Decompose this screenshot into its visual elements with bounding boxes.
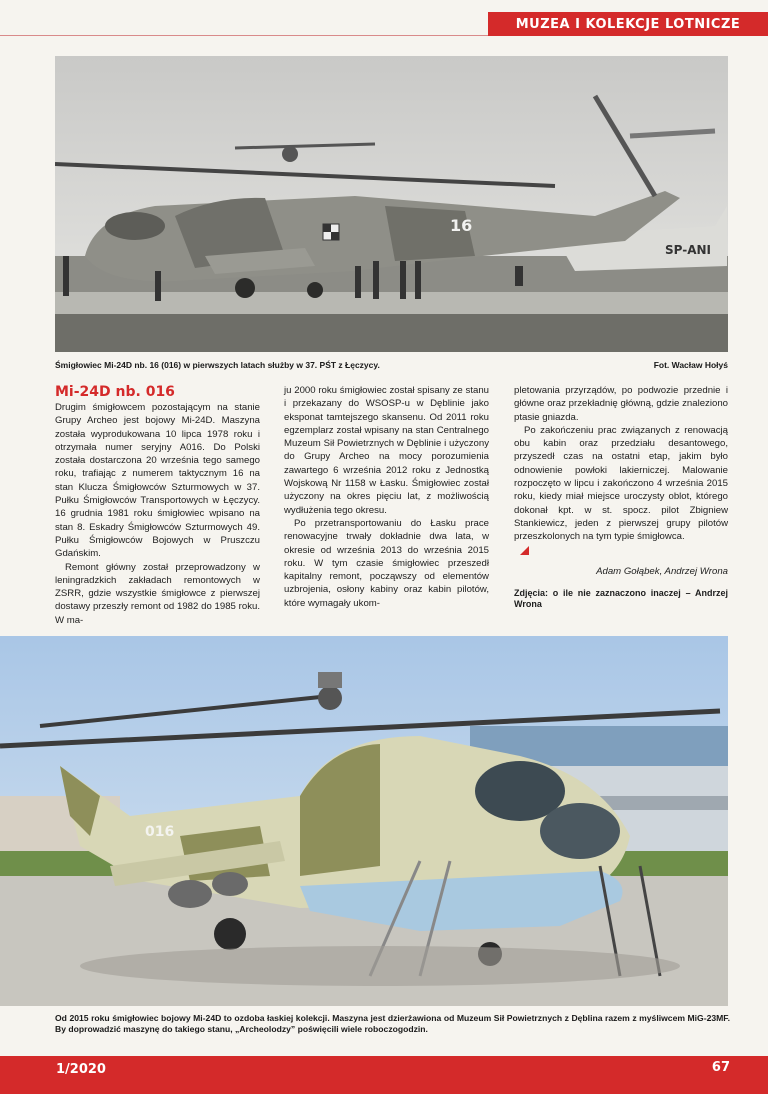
page-footer — [0, 1056, 768, 1094]
tail-number-016: 016 — [145, 824, 175, 840]
article-column-2 — [284, 384, 489, 610]
archival-helicopter-photo — [55, 56, 728, 352]
paragraph: ju 2000 roku śmigłowiec został spisany ze stanu i przekazany do WSOSP-u w Dęblinie jako eksponat tamtejszego skansenu. Od 2011 roku egzemplarz został wpisany na stan Centralnego Muzeum Sił Powietrznych w Dęblinie i użyczony do Grupy Archeo na mocy porozumienia zawartego 6 września 2012 roku z Jednostką Wojskową Nr 1158 w Łasku. Śmigłowiec został użyczony na okres pięciu lat, z możliwością wydłużenia tego okresu. — [284, 385, 489, 516]
section-header: MUZEA I KOLEKCJE LOTNICZE — [488, 12, 768, 36]
photo-credits: Zdjęcia: o ile nie zaznaczono inaczej – Andrzej Wrona — [514, 588, 728, 610]
restored-helicopter-photo — [0, 636, 728, 1006]
page-number: 67 — [711, 1060, 730, 1075]
tail-number: 16 — [450, 216, 473, 235]
photo2-caption: Od 2015 roku śmigłowiec bojowy Mi-24D to ozdoba łaskiej kolekcji. Maszyna jest dzierżawiona od Muzeum Sił Powietrznych z Dęblina razem z myśliwcem MiG-23MF. By doprowadzić maszynę do takiego stanu, „Archeolodzy” poświęcili wiele roboczogodzin. — [55, 1013, 730, 1034]
paragraph: Drugim śmigłowcem pozostającym na stanie Grupy Archeo jest bojowy Mi-24D. Maszyna została wyprodukowana 10 lipca 1978 roku i otrzymała numer seryjny A016. Do Polski została dostarczona 20 września tego samego roku, trafiając z numerem taktycznym 16 na stan Klucza Śmigłowców Szturmowych w 37. Pułku Śmigłowców Transportowych w Łęczycy. 16 grudnia 1981 roku śmigłowiec wpisano na stan 8. Eskadry Śmigłowców Szturmowych 49. Pułku Śmigłowców Bojowych w Pruszczu Gdańskim. — [55, 402, 260, 560]
photo1-caption: Śmigłowiec Mi-24D nb. 16 (016) w pierwszych latach służby w 37. PŚT z Łęczycy. — [55, 360, 380, 370]
end-of-article-mark — [520, 546, 529, 555]
article-column-1 — [55, 384, 260, 627]
article-column-3 — [514, 384, 728, 610]
paragraph: Po zakończeniu prac związanych z renowacją obu kabin oraz przedziału desantowego, przyszedł czas na ostatni etap, jakim było odnowienie powłoki lakierniczej. Malowanie rozpoczęto w lipcu i zakończono 4 września 2015 roku, kiedy miał miejsce uroczysty oblot, którego dokonał kpt. w st. spocz. pilot Zbigniew Stankiewicz, jeden z pierwszej grupy pilotów przeszkolonych na tym typie śmigłowca. — [514, 424, 728, 543]
background-registration: SP-ANI — [665, 243, 712, 257]
issue-number: 1/2020 — [56, 1062, 106, 1077]
header-rule — [0, 35, 488, 36]
article-body — [55, 384, 728, 624]
article-title: Mi-24D nb. 016 — [55, 384, 175, 400]
photo1-credit: Fot. Wacław Hołyś — [653, 360, 728, 370]
paragraph: Po przetransportowaniu do Łasku prace renowacyjne trwały dokładnie dwa lata, w okresie od września 2013 do września 2015 roku. W tym czasie śmigłowiec przeszedł kapitalny remont, począwszy od elementów uzbrojenia, osłony kabiny oraz kabin pilotów, które wymagały ukom- — [284, 517, 489, 609]
paragraph: pletowania przyrządów, po podwozie przednie i główne oraz przekładnię główną, gdzie znaleziono ptasie gniazda. — [514, 385, 728, 423]
photo1-caption-row — [55, 360, 728, 370]
article-authors: Adam Gołąbek, Andrzej Wrona — [596, 565, 728, 577]
paragraph: Remont główny został przeprowadzony w leningradzkich zakładach remontowych w ZSRR, gdzie wszystkie śmigłowce z pierwszej dostawy przeszły remont od 1982 do 1985 roku. W ma- — [55, 561, 260, 626]
